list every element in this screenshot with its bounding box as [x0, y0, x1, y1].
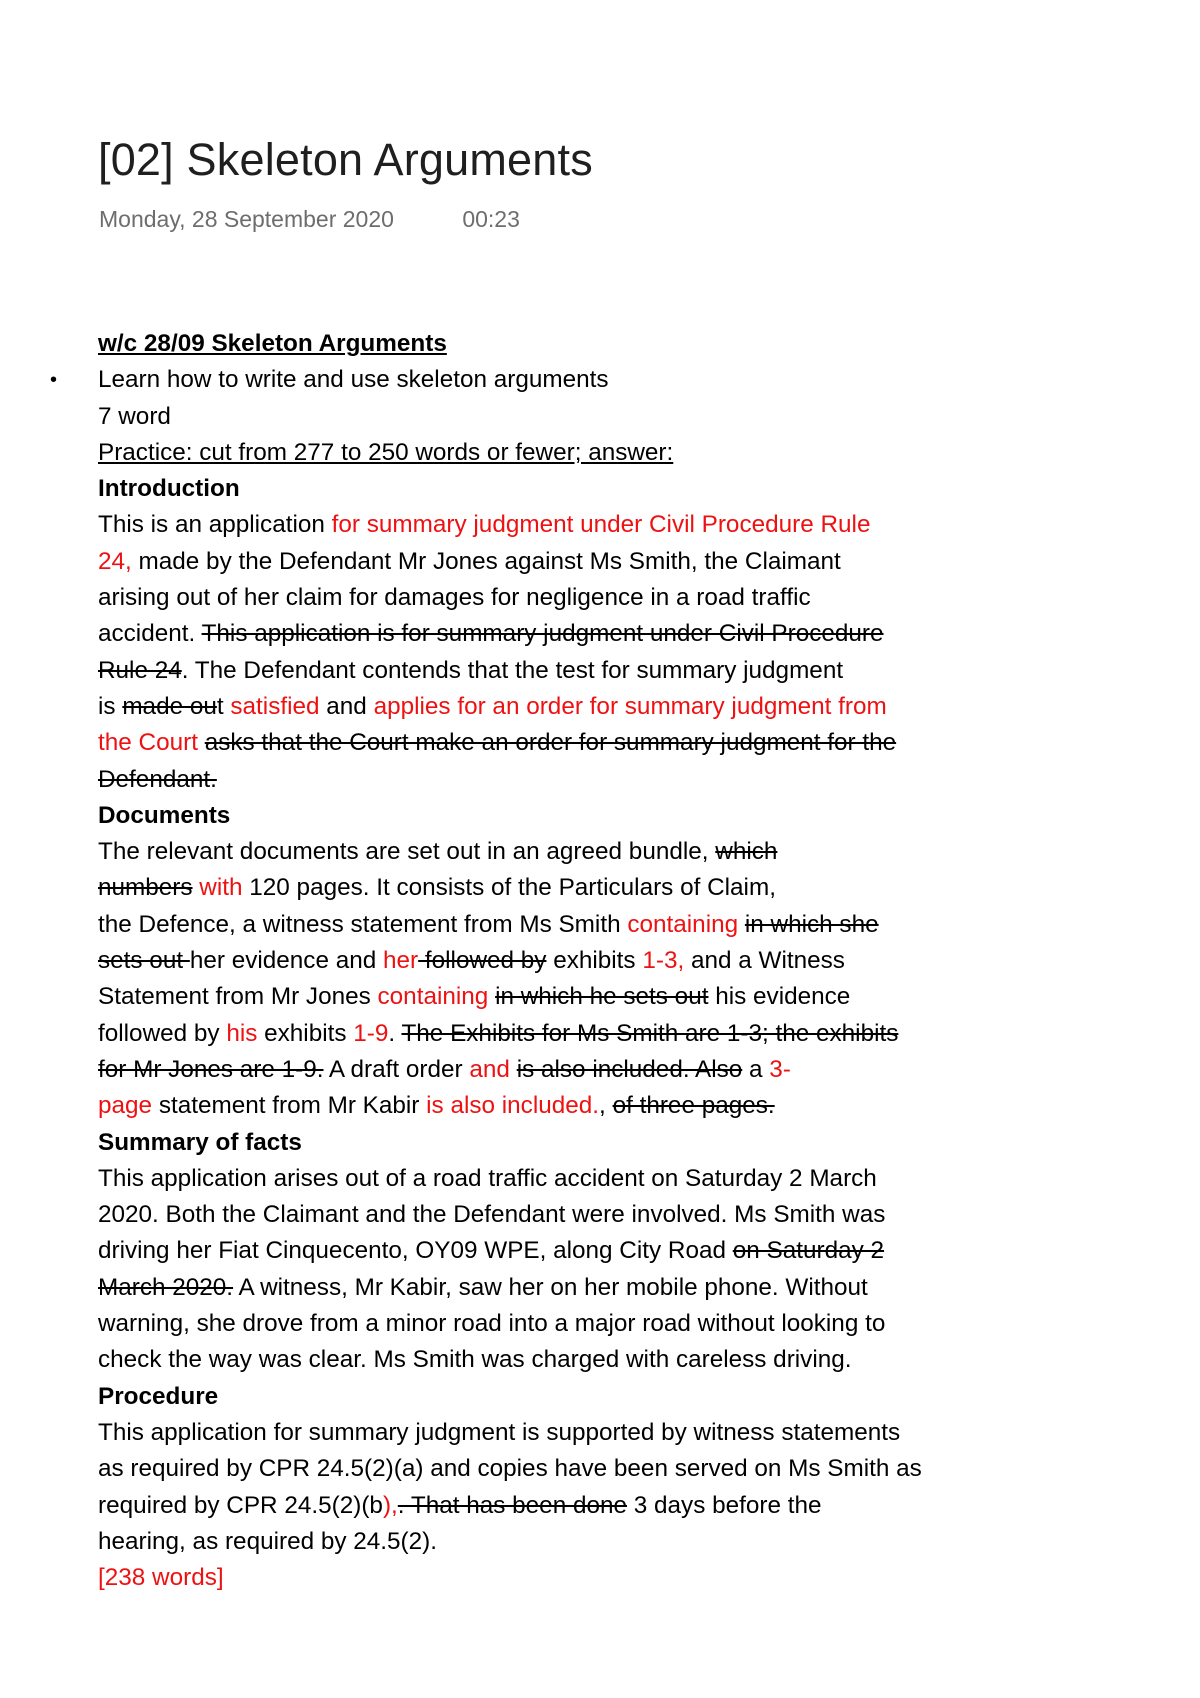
text-run: required by CPR 24.5(2)(b: [98, 1491, 383, 1519]
text-line: [98, 1488, 1018, 1524]
inserted-text: ),: [382, 1491, 398, 1519]
text-run: driving her Fiat Cinquecento, OY09 WPE, along City Road: [98, 1237, 733, 1265]
text-run: 2020. Both the Claimant and the Defendant were involved. Ms Smith was: [98, 1201, 886, 1229]
text-line: [98, 1451, 1018, 1487]
text-line: [98, 798, 1018, 834]
text-line: [98, 507, 1018, 543]
deleted-text: in which he sets out: [495, 983, 709, 1011]
text-run: hearing, as required by 24.5(2).: [98, 1527, 438, 1555]
section-subheading: Introduction: [98, 475, 240, 503]
inserted-text: 1-3,: [642, 947, 685, 975]
text-line: [98, 1379, 1018, 1415]
text-line: [98, 1560, 1018, 1596]
text-line: [98, 1270, 1018, 1306]
inserted-text: page: [98, 1092, 153, 1120]
deleted-text: asks that the Court make an order for summary judgment for the: [204, 729, 897, 757]
text-line: [98, 907, 1018, 943]
inserted-text: containing: [627, 910, 739, 938]
sub-line: 7 word: [98, 402, 171, 430]
inserted-text: 24,: [98, 547, 132, 575]
deleted-text: on Saturday 2: [732, 1237, 885, 1265]
text-run: .: [388, 1019, 402, 1047]
text-run: as required by CPR 24.5(2)(a) and copies have been served on Ms Smith as: [98, 1455, 922, 1483]
text-run: exhibits: [257, 1019, 354, 1047]
text-run: A witness, Mr Kabir, saw her on her mobile phone. Without: [233, 1273, 868, 1301]
text-line: [98, 979, 1018, 1015]
text-line: [98, 870, 1018, 906]
deleted-text: Defendant.: [98, 765, 217, 793]
deleted-text: Rule 24: [98, 656, 182, 684]
text-run: her evidence and: [189, 947, 384, 975]
text-line: [98, 943, 1018, 979]
deleted-text: March 2020.: [98, 1273, 234, 1301]
text-run: arising out of her claim for damages for negligence in a road traffic: [98, 584, 811, 612]
text-line: [98, 653, 1018, 689]
text-run: and a Witness: [684, 947, 845, 975]
inserted-text: for summary judgment under Civil Procedure Rule: [331, 511, 871, 539]
section-subheading: Documents: [98, 801, 231, 829]
text-run: [510, 1056, 517, 1083]
text-line: [98, 762, 1018, 798]
inserted-text: satisfied: [230, 692, 320, 720]
text-line: [98, 1052, 1018, 1088]
page-time: 00:23: [462, 206, 520, 232]
page-date: Monday, 28 September 2020: [99, 206, 394, 232]
deleted-text: made ou: [122, 692, 217, 720]
deleted-text: sets out: [98, 947, 190, 975]
text-run: a: [742, 1055, 770, 1083]
deleted-text: which: [715, 838, 778, 866]
deleted-text: followed by: [418, 947, 547, 975]
deleted-text: numbers: [98, 874, 193, 902]
inserted-text: 1-9: [353, 1019, 389, 1047]
text-run: and: [319, 692, 374, 720]
text-line: [98, 834, 1018, 870]
text-run: This is an application: [98, 511, 332, 539]
text-line: [98, 471, 1018, 507]
inserted-text: the Court: [98, 729, 198, 757]
deleted-text: This application is for summary judgment under Civil Procedure: [201, 620, 884, 648]
text-run: [198, 729, 205, 756]
page-title: [02] Skeleton Arguments: [98, 134, 593, 185]
text-run: A draft order: [323, 1055, 470, 1083]
text-run: check the way was clear. Ms Smith was charged with careless driving.: [98, 1346, 852, 1374]
deleted-text: in which she: [744, 910, 879, 938]
inserted-text: applies for an order for summary judgment from: [373, 692, 887, 720]
text-run: ,: [599, 1092, 613, 1120]
text-run: 120 pages. It consists of the Particulars of Claim,: [242, 874, 776, 902]
text-run: accident.: [98, 620, 202, 648]
deleted-text: The Exhibits for Ms Smith are 1-3; the exhibits: [401, 1019, 899, 1047]
answer-text: [98, 471, 1018, 1596]
inserted-text: his: [226, 1019, 258, 1047]
text-line: [98, 616, 1018, 652]
text-run: his evidence: [708, 983, 851, 1011]
practice-line: Practice: cut from 277 to 250 words or fewer; answer:: [98, 438, 674, 466]
text-run: This application for summary judgment is supported by witness statements: [98, 1418, 901, 1446]
text-run: is: [98, 692, 123, 720]
text-run: The relevant documents are set out in an agreed bundle,: [98, 838, 716, 866]
page-metadata: [99, 206, 520, 233]
text-line: [98, 1016, 1018, 1052]
text-line: [98, 580, 1018, 616]
text-line: [98, 1197, 1018, 1233]
inserted-text: is also included.: [426, 1092, 600, 1120]
bullet-marker: •: [50, 369, 58, 392]
text-run: made by the Defendant Mr Jones against Ms Smith, the Claimant: [131, 547, 841, 575]
inserted-text: 3-: [769, 1055, 791, 1083]
note-body[interactable]: [50, 326, 1018, 1596]
text-run: statement from Mr Kabir: [152, 1092, 427, 1120]
inserted-text: [238 words]: [98, 1564, 224, 1592]
deleted-text: is also included. Also: [516, 1055, 743, 1083]
deleted-text: of three pages.: [612, 1092, 775, 1120]
text-line: [98, 1088, 1018, 1124]
text-run: exhibits: [546, 947, 643, 975]
text-run: t: [216, 692, 231, 720]
text-run: the Defence, a witness statement from Ms Smith: [98, 910, 628, 938]
deleted-text: . That has been done: [397, 1491, 628, 1519]
text-run: 3 days before the: [627, 1491, 822, 1519]
text-line: [98, 1524, 1018, 1560]
inserted-text: her: [383, 947, 419, 975]
text-line: [98, 1125, 1018, 1161]
text-run: Statement from Mr Jones: [98, 983, 378, 1011]
text-line: [98, 1306, 1018, 1342]
section-subheading: Procedure: [98, 1382, 219, 1410]
text-line: [98, 1415, 1018, 1451]
text-run: followed by: [98, 1019, 227, 1047]
inserted-text: with: [199, 874, 243, 902]
inserted-text: and: [469, 1055, 510, 1083]
deleted-text: for Mr Jones are 1-9.: [98, 1055, 324, 1083]
bullet-item: [50, 362, 1018, 398]
bullet-text: Learn how to write and use skeleton arguments: [98, 366, 609, 394]
text-line: [98, 1161, 1018, 1197]
text-line: [98, 1342, 1018, 1378]
section-subheading: Summary of facts: [98, 1128, 302, 1156]
text-line: [98, 725, 1018, 761]
section-heading: w/c 28/09 Skeleton Arguments: [98, 330, 447, 357]
text-run: . The Defendant contends that the test for summary judgment: [181, 656, 844, 684]
text-run: This application arises out of a road traffic accident on Saturday 2 March: [98, 1164, 877, 1192]
text-line: [98, 544, 1018, 580]
text-run: warning, she drove from a minor road into a major road without looking to: [98, 1310, 886, 1338]
text-run: [738, 911, 745, 938]
inserted-text: containing: [377, 983, 489, 1011]
text-line: [98, 689, 1018, 725]
text-line: [98, 1233, 1018, 1269]
